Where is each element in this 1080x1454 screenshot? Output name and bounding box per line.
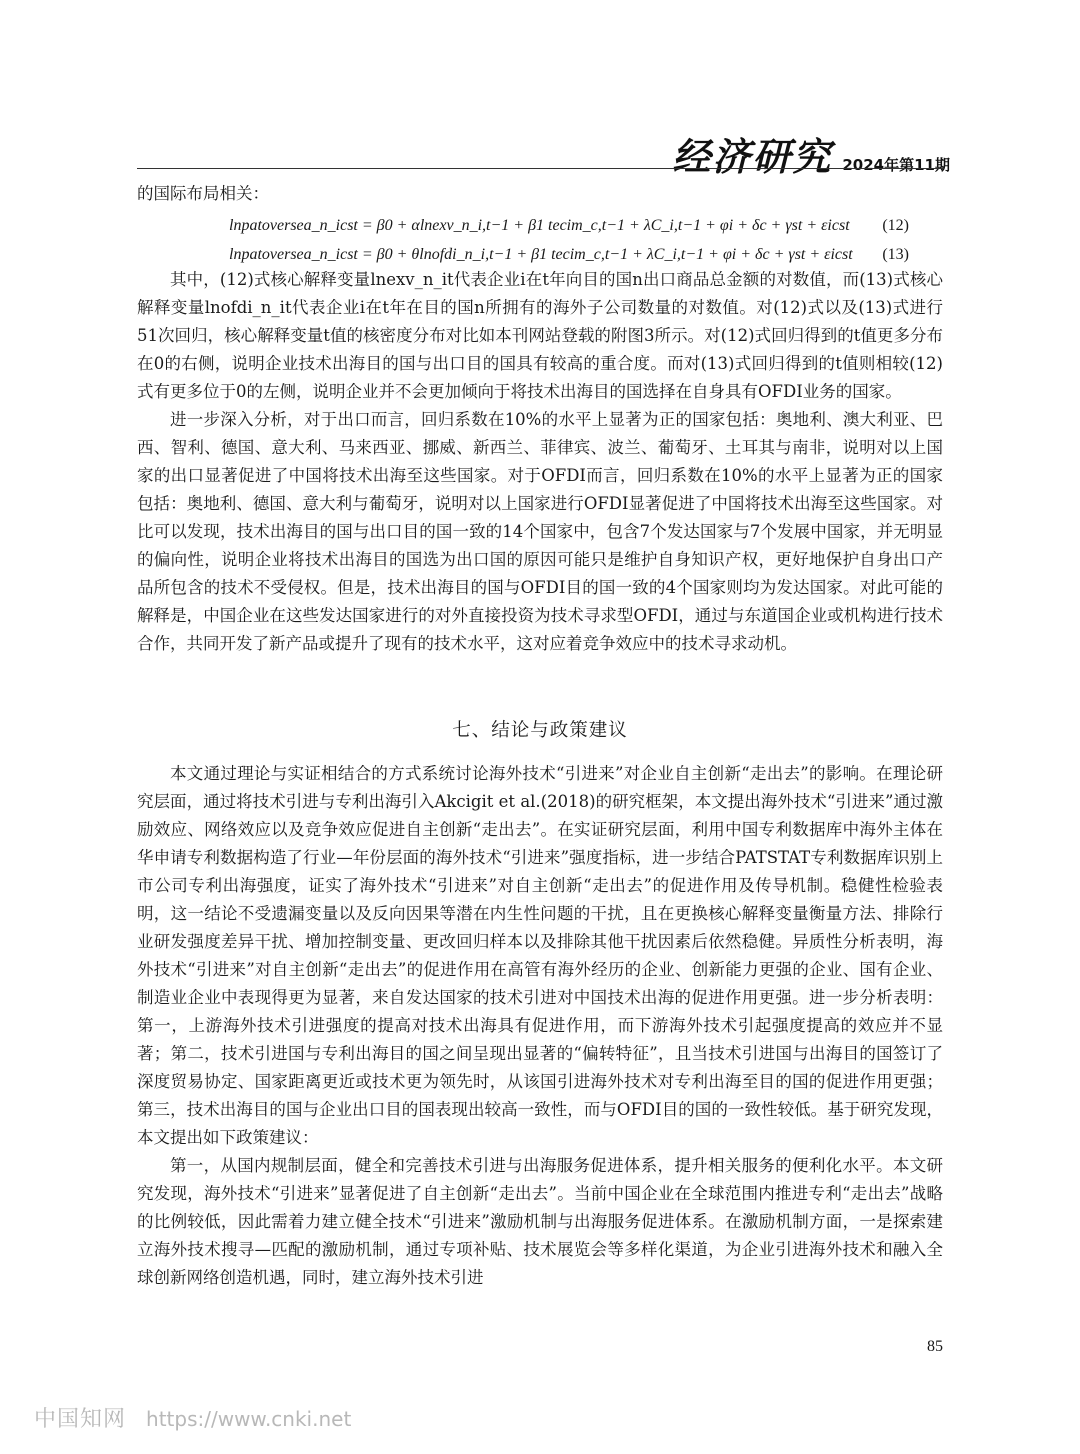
paragraph: 进一步深入分析，对于出口而言，回归系数在10%的水平上显著为正的国家包括：奥地利、澳大利亚、巴西、智利、德国、意大利、马来西亚、挪威、新西兰、菲律宾、波兰、葡萄牙、土耳其与南非，说明对以上国家的出口显著促进了中国将技术出海至这些国家。对于OFDI而言，回归系数在10%的水平上显著为正的国家包括：奥地利、德国、意大利与葡萄牙，说明对以上国家进行OFDI显著促进了中国将技术出海至这些国家。对比可以发现，技术出海目的国与出口目的国一致的14个国家中，包含7个发达国家与7个发展中国家，并无明显的偏向性，说明企业将技术出海目的国选为出口国的原因可能只是维护自身知识产权，更好地保护自身出口产品所包含的技术不受侵权。但是，技术出海目的国与OFDI目的国一致的4个国家则均为发达国家。对此可能的解释是，中国企业在这些发达国家进行的对外直接投资为技术寻求型OFDI，通过与东道国企业或机构进行技术合作，共同开发了新产品或提升了现有的技术水平，这对应着竞争效应中的技术寻求动机。 bbox=[137, 410, 943, 653]
body-upper bbox=[137, 180, 943, 658]
watermark-logo: 中国知网 bbox=[34, 1407, 127, 1432]
issue-label: 2024年第11期 bbox=[842, 156, 950, 174]
watermark-url: https://www.cnki.net bbox=[146, 1407, 352, 1431]
cnki-watermark bbox=[34, 1402, 351, 1433]
section-heading: 七、结论与政策建议 bbox=[452, 720, 628, 741]
journal-masthead bbox=[672, 126, 950, 181]
equation-13 bbox=[137, 237, 943, 266]
body-lower bbox=[137, 760, 943, 1292]
journal-logo: 经济研究 bbox=[672, 134, 833, 179]
header-divider bbox=[137, 168, 943, 169]
page-number: 85 bbox=[927, 1338, 943, 1355]
paragraph: 其中，(12)式核心解释变量lnexv_n_it代表企业i在t年向目的国n出口商品总金额的对数值，而(13)式核心解释变量lnofdi_n_it代表企业i在t年在目的国n所拥有的海外子公司数量的对数值。对(12)式以及(13)式进行51次回归，核心解释变量t值的核密度分布对比如本刊网站登载的附图3所示。对(12)式回归得到的t值更多分布在0的右侧，说明企业技术出海目的国与出口目的国具有较高的重合度。而对(13)式回归得到的t值则相较(12)式有更多位于0的左侧，说明企业并不会更加倾向于将技术出海目的国选择在自身具有OFDI业务的国家。 bbox=[137, 270, 943, 401]
equation-expression: lnpatoversea_n_icst = β0 + αlnexv_n_i,t−1 + β1 tecim_c,t−1 + λC_i,t−1 + φi + δc + γst + εicst bbox=[229, 217, 850, 234]
equation-12 bbox=[137, 208, 943, 237]
paragraph: 本文通过理论与实证相结合的方式系统讨论海外技术“引进来”对企业自主创新“走出去”的影响。在理论研究层面，通过将技术引进与专利出海引入Akcigit et al.(2018)的研究框架，本文提出海外技术“引进来”通过激励效应、网络效应以及竞争效应促进自主创新“走出去”。在实证研究层面，利用中国专利数据库中海外主体在华申请专利数据构造了行业—年份层面的海外技术“引进来”强度指标，进一步结合PATSTAT专利数据库识别上市公司专利出海强度，证实了海外技术“引进来”对自主创新“走出去”的促进作用及传导机制。稳健性检验表明，这一结论不受遗漏变量以及反向因果等潜在内生性问题的干扰，且在更换核心解释变量衡量方法、排除行业研发强度差异干扰、增加控制变量、更改回归样本以及排除其他干扰因素后依然稳健。异质性分析表明，海外技术“引进来”对自主创新“走出去”的促进作用在高管有海外经历的企业、创新能力更强的企业、国有企业、制造业企业中表现得更为显著，来自发达国家的技术引进对中国技术出海的促进作用更强。进一步分析表明：第一，上游海外技术引进强度的提高对技术出海具有促进作用，而下游海外技术引起强度提高的效应并不显著；第二，技术引进国与专利出海目的国之间呈现出显著的“偏转特征”，且当技术引进国与出海目的国签订了深度贸易协定、国家距离更近或技术更为领先时，从该国引进海外技术对专利出海至目的国的促进作用更强；第三，技术出海目的国与企业出口目的国表现出较高一致性，而与OFDI目的国的一致性较低。基于研究发现，本文提出如下政策建议： bbox=[137, 764, 943, 1147]
equation-expression: lnpatoversea_n_icst = β0 + θlnofdi_n_i,t−1 + β1 tecim_c,t−1 + λC_i,t−1 + φi + δc + γst + εicst bbox=[229, 246, 853, 263]
equation-number: (13) bbox=[882, 246, 909, 263]
intro-line: 的国际布局相关： bbox=[137, 184, 269, 203]
paragraph: 第一，从国内规制层面，健全和完善技术引进与出海服务促进体系，提升相关服务的便利化水平。本文研究发现，海外技术“引进来”显著促进了自主创新“走出去”。当前中国企业在全球范围内推进专利“走出去”战略的比例较低，因此需着力建立健全技术“引进来”激励机制与出海服务促进体系。在激励机制方面，一是探索建立海外技术搜寻—匹配的激励机制，通过专项补贴、技术展览会等多样化渠道，为企业引进海外技术和融入全球创新网络创造机遇，同时，建立海外技术引进 bbox=[137, 1156, 943, 1287]
equation-number: (12) bbox=[882, 217, 909, 234]
